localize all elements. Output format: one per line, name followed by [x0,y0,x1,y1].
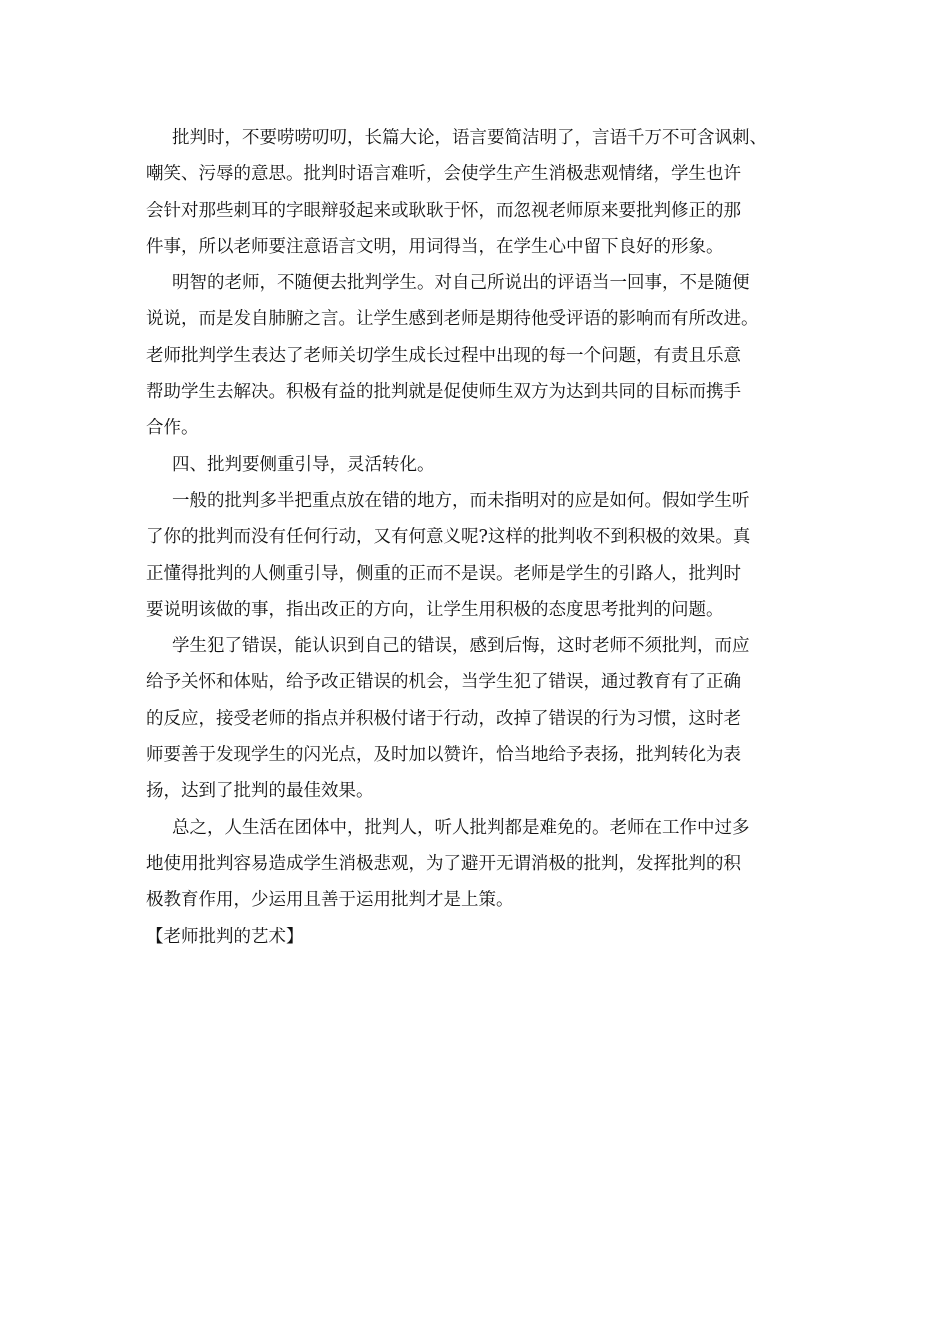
paragraph-4-line-3: 正懂得批判的人侧重引导，侧重的正而不是误。老师是学生的引路人，批判时 [146,563,741,584]
paragraph-1-line-1: 批判时，不要唠唠叨叨，长篇大论，语言要简洁明了，言语千万不可含讽刺、 [172,128,767,148]
paragraph-4-line-2: 了你的批判而没有任何行动，又有何意义呢?这样的批判收不到积极的效果。真 [146,527,751,548]
paragraph-1-line-3: 会针对那些刺耳的字眼辩驳起来或耿耿于怀，而忽视老师原来要批判修正的那 [146,200,741,221]
paragraph-4-line-4: 要说明该做的事，指出改正的方向，让学生用积极的态度思考批判的问题。 [146,599,724,620]
paragraph-5-line-3: 的反应，接受老师的指点并积极付诸于行动，改掉了错误的行为习惯，这时老 [146,708,741,729]
paragraph-2-line-3: 老师批判学生表达了老师关切学生成长过程中出现的每一个问题，有责且乐意 [146,345,741,366]
paragraph-2-line-2: 说说，而是发自肺腑之言。让学生感到老师是期待他受评语的影响而有所改进。 [146,309,759,330]
paragraph-6-line-1: 总之，人生活在团体中，批判人，听人批判都是难免的。老师在工作中过多 [172,817,750,838]
closing-heading: 【老师批判的艺术】 [146,926,304,947]
paragraph-1-line-4: 件事，所以老师要注意语言文明，用词得当，在学生心中留下良好的形象。 [146,236,724,257]
paragraph-4-line-1: 一般的批判多半把重点放在错的地方，而未指明对的应是如何。假如学生听 [172,490,750,511]
paragraph-5-line-1: 学生犯了错误，能认识到自己的错误，感到后悔，这时老师不须批判，而应 [172,636,750,657]
paragraph-5-line-4: 师要善于发现学生的闪光点，及时加以赞许，恰当地给予表扬，批判转化为表 [146,745,741,766]
document-body [146,120,826,955]
paragraph-2-line-4: 帮助学生去解决。积极有益的批判就是促使师生双方为达到共同的目标而携手 [146,382,741,403]
paragraph-6-line-2: 地使用批判容易造成学生消极悲观，为了避开无谓消极的批判，发挥批判的积 [146,853,741,874]
paragraph-5-line-5: 扬，达到了批判的最佳效果。 [146,781,374,802]
paragraph-6-line-3: 极教育作用，少运用且善于运用批判才是上策。 [146,890,514,911]
paragraph-1-line-2: 嘲笑、污辱的意思。批判时语言难听，会使学生产生消极悲观情绪，学生也许 [146,164,741,185]
section-heading: 四、批判要侧重引导，灵活转化。 [172,454,435,475]
paragraph-2-line-1: 明智的老师，不随便去批判学生。对自己所说出的评语当一回事，不是随便 [172,273,750,294]
paragraph-2-line-5: 合作。 [146,418,199,439]
paragraph-5-line-2: 给予关怀和体贴，给予改正错误的机会，当学生犯了错误，通过教育有了正确 [146,672,741,693]
